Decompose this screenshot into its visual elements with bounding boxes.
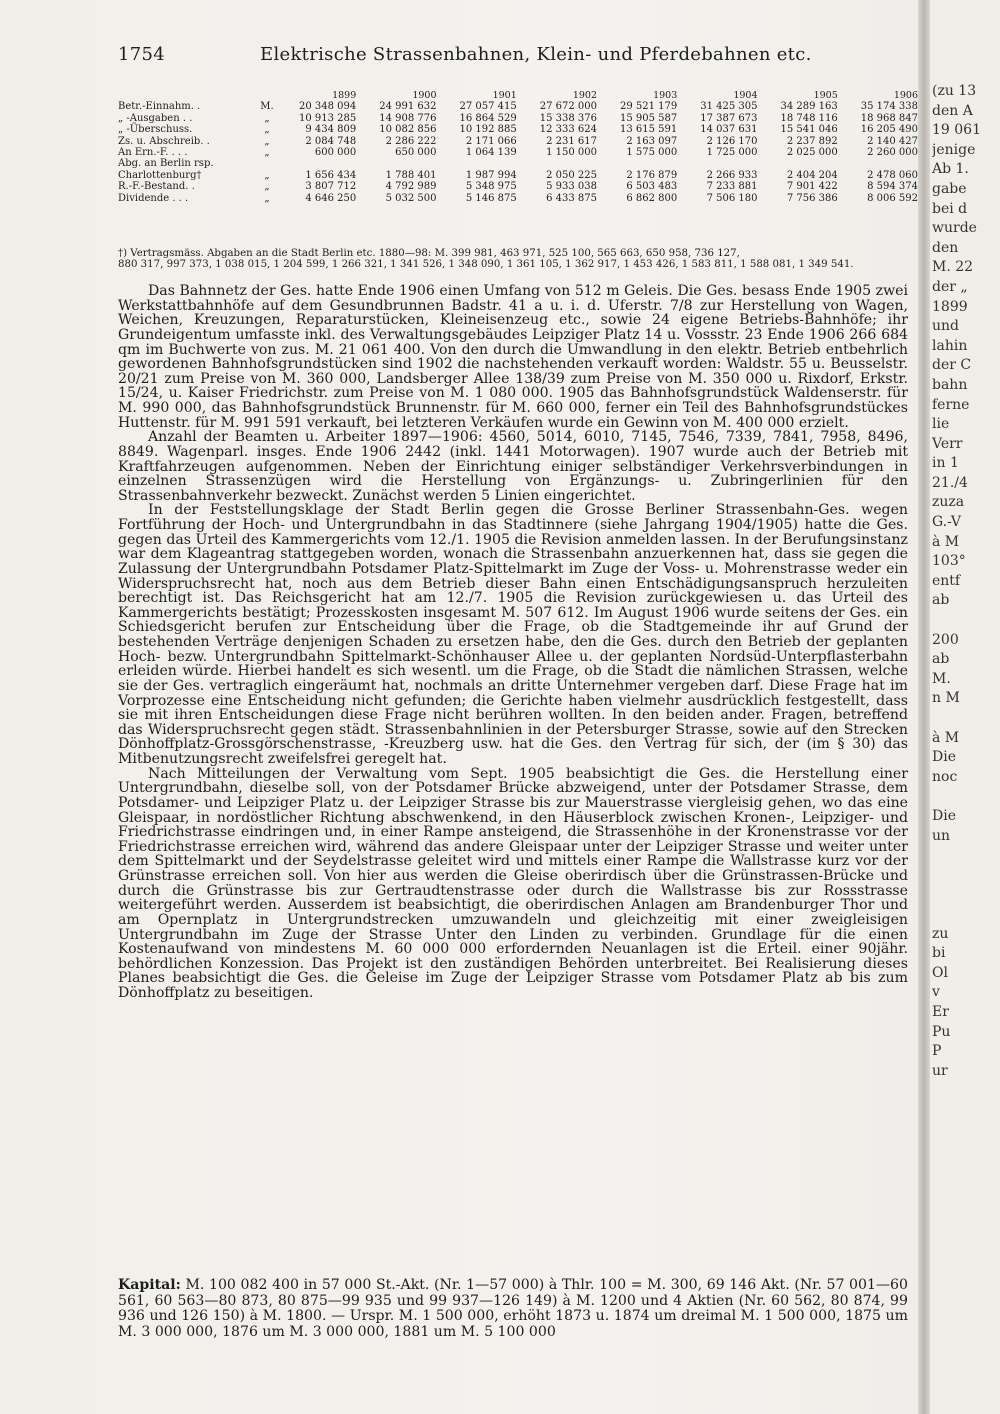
table-cell: 1 064 139	[465, 147, 517, 159]
table-cell: 2 140 427	[867, 135, 918, 147]
capital-label: Kapital:	[118, 1277, 181, 1293]
adjacent-page-line	[932, 885, 1000, 905]
table-cell: 13 615 591	[619, 124, 678, 136]
table-cell: 18 748 116	[780, 112, 838, 124]
table-cell: 7 233 881	[706, 181, 758, 193]
adjacent-page-line: M. 22	[932, 259, 974, 276]
adjacent-page-line: jenige	[932, 141, 976, 158]
currency-mark: „	[264, 124, 270, 136]
adjacent-page-line: (zu 13	[932, 83, 977, 99]
year-header: 1905	[813, 90, 838, 101]
table-cell: 27 057 415	[459, 101, 517, 113]
adjacent-page-line: und	[932, 318, 959, 335]
footnote	[118, 248, 908, 270]
adjacent-page-line	[932, 905, 1000, 925]
row-label: Abg. an Berlin rsp.	[118, 158, 214, 170]
capital-section	[118, 1278, 908, 1341]
currency-mark	[258, 158, 276, 169]
adjacent-page-line: noc	[932, 768, 958, 785]
table-cell: 1 725 000	[706, 147, 758, 159]
adjacent-page-edge	[932, 82, 1000, 1258]
adjacent-page-line: bi	[932, 945, 946, 962]
adjacent-page-line	[932, 846, 1000, 866]
paragraph-subway-plan: Nach Mitteilungen der Verwaltung vom Sept. 1905 beabsichtigt die Ges. die Herstellung einer Untergrundbahn, dieselbe soll, von der Potsdamer Brücke abzweigend, unter der Potsdamer Strasse, dem Potsdamer- und Leipziger Platz u. der Leipziger Strasse bis zur Mauerstrasse viergleisig gehen, wo das eine Gleispaar, in nordöstlicher Richtung abschwenkend, in den Häuserblock zwischen Kronen-, Leipziger- und Friedrichstrasse eindringen und, in einer Rampe ansteigend, die Strassenhöhe in der Kronenstrasse vor der Friedrichstrasse erreichen wird, während das andere Gleispaar unter der Leipziger Strasse und weiter unter dem Spittelmarkt und der Seydelstrasse geleitet wird und mittels einer Rampe die Wallstrasse kurz vor der Grünstrasse erreichen soll. Von hier aus werden die Gleise oberirdisch über die Grünstrassen-Brücke und durch die Grünstrasse bis zur Gertraudtenstrasse oder durch die Wallstrasse bis zur Rossstrasse weitergeführt werden. Ausserdem ist beabsichtigt, die oberirdischen Anlagen am Brandenburger Thor und am Opernplatz in Untergrundstrecken umzuwandeln und gleichzeitig mit einer zweigleisigen Untergrundbahn im Zuge der Strasse Unter den Linden zu verbinden. Grundlage für die einen Kostenaufwand von mindestens M. 60 000 000 erfordernden Neuanlagen ist die Erteil. einer 90jähr. behördlichen Konzession. Das Projekt ist den zuständigen Behörden unterbreitet. Bei Realisierung dieses Planes beabsichtigt die Ges. die Geleise im Zuge der Leipziger Strasse vom Potsdamer Platz ab bis zum Dönhoffplatz zu beseitigen.	[118, 765, 908, 1001]
table-cell: 24 991 632	[379, 101, 437, 113]
adjacent-page-line: 1899	[932, 298, 968, 315]
table-cell: 2 163 097	[626, 135, 678, 147]
table-row	[118, 158, 918, 169]
adjacent-page-line: bei d	[932, 200, 968, 217]
table-cell: 4 792 989	[385, 181, 437, 193]
adjacent-page-line	[932, 1140, 1000, 1160]
page-number: 1754	[118, 44, 166, 65]
table-cell: 3 807 712	[305, 181, 357, 193]
adjacent-page-line: der C	[932, 357, 972, 374]
adjacent-page-line	[932, 709, 1000, 729]
adjacent-page-line: der „	[932, 278, 968, 295]
row-label: Dividende . . .	[118, 192, 189, 204]
adjacent-page-line: wurde	[932, 220, 977, 237]
table-cell: 2 478 060	[867, 169, 918, 181]
row-label: Charlottenburg†	[118, 169, 202, 181]
table-cell: 7 901 422	[786, 181, 838, 193]
adjacent-page-line: P	[932, 1043, 942, 1060]
table-cell: 20 348 094	[298, 101, 357, 113]
table-row	[118, 170, 918, 181]
table-cell: 10 082 856	[379, 124, 437, 136]
table-cell: 2 231 617	[546, 135, 597, 147]
year-header: 1902	[572, 90, 597, 101]
table-cell: 2 126 170	[706, 135, 758, 147]
table-cell: 1 575 000	[626, 147, 678, 159]
row-label: R.-F.-Bestand. .	[118, 181, 195, 193]
table-cell: 1 656 434	[305, 169, 357, 181]
adjacent-page-line: Pu	[932, 1023, 951, 1040]
adjacent-page-line: à M	[932, 729, 960, 746]
table-cell	[517, 158, 597, 169]
table-cell: 8 594 374	[867, 181, 918, 193]
adjacent-page-line	[932, 1199, 1000, 1219]
year-header: 1901	[492, 90, 517, 101]
year-header: 1899	[332, 90, 357, 101]
table-cell: 600 000	[314, 147, 357, 159]
table-cell: 15 541 046	[780, 124, 838, 136]
table-cell: 2 171 066	[465, 135, 517, 147]
currency-mark: „	[264, 169, 270, 181]
running-title: Elektrische Strassenbahnen, Klein- und Pferdebahnen etc.	[260, 44, 812, 65]
table-cell	[597, 158, 677, 169]
table-cell: 2 176 879	[626, 169, 678, 181]
table-cell: 6 433 875	[546, 192, 597, 204]
table-cell: 8 006 592	[867, 192, 918, 204]
adjacent-page-line	[932, 1238, 1000, 1258]
table-cell: 12 333 624	[539, 124, 597, 136]
table-cell: 34 289 163	[780, 101, 838, 113]
adjacent-page-line: zuza	[932, 494, 965, 511]
table-cell: 6 503 483	[626, 181, 678, 193]
table-cell: 1 987 994	[465, 169, 517, 181]
paragraph-network: Das Bahnnetz der Ges. hatte Ende 1906 einen Umfang von 512 m Geleis. Die Ges. besass Ende 1905 zwei Werkstattbahnhöfe auf dem Gesundbrunnen Badstr. 41 a u. i. d. Uferstr. 7/8 zur Herstellung von Wagen, Weichen, Kreuzungen, Reparaturstücken, Kleineisenzeug etc., sowie 24 eigene Betriebs-Bahnhöfe; ihr Grundeigentum umfasste inkl. des Verwaltungsgebäudes Leipziger Platz 14 u. Vossstr. 23 Ende 1906 266 684 qm im Buchwerte von zus. M. 21 061 400. Von den durch die Umwandlung in den elektr. Betrieb entbehrlich gewordenen Bahnhofsgrundstücken sind 1902 die nachstehenden verkauft worden: Waldstr. 55 u. Beusselstr. 20/21 zum Preise von M. 360 000, Landsberger Allee 138/39 zum Preise von M. 350 000 u. Rixdorf, Erkstr. 15/24, u. Kaiser Friedrichstr. zum Preise von M. 1 080 000. 1905 das Bahnhofsgrundstück Waldenserstr. für M. 990 000, das Bahnhofsgrundstück Brunnenstr. für M. 660 000, ferner ein Teil des Bahnhofsgrundstückes Huttenstr. für M. 991 591 verkauft, bei letzteren Verkäufen wurde ein Gewinn von M. 400 000 erzielt.	[118, 283, 908, 431]
table-cell: 7 506 180	[706, 192, 758, 204]
book-gutter	[918, 0, 930, 1414]
adjacent-page-line	[932, 1101, 1000, 1121]
adjacent-page-line: den A	[932, 102, 973, 119]
table-cell: 5 032 500	[385, 192, 437, 204]
adjacent-page-line: ab	[932, 651, 950, 668]
currency-mark: „	[264, 181, 270, 193]
paragraph-lawsuit: In der Feststellungsklage der Stadt Berlin gegen die Grosse Berliner Strassenbahn-Ges. wegen Fortführung der Hoch- und Untergrundbahn in das Stadtinnere (siehe Jahrgang 1904/1905) hatte die Ges. gegen das Urteil des Kammergerichts vom 12./1. 1905 die Revision anmelden lassen. In der Berufungsinstanz war dem Klageantrag stattgegeben worden, wonach die Strassenbahn anzuerkennen hat, dass sie gegen die Zulassung der Untergrundbahn Potsdamer Platz-Spittelmarkt im Zuge der Voss- u. Mohrenstrasse weder ein Widerspruchsrecht hat, noch aus dem Betrieb dieser Bahn einen Entschädigungsanspruch herzuleiten berechtigt ist. Das Reichsgericht hat am 12./7. 1905 die Revision zurückgewiesen u. das Urteil des Kammergerichts bestätigt; Prozesskosten insgesamt M. 507 612. Im August 1906 wurde seitens der Ges. ein Schiedsgericht berufen zur Entscheidung über die Frage, ob die Stadtgemeinde ihr auf Grund der bestehenden Verträge denjenigen Schaden zu ersetzen habe, den die Ges. durch den Betrieb der geplanten Hoch- bezw. Untergrundbahn Spittelmarkt-Schönhauser Allee u. der geplanten Nordsüd-Unterpflasterbahn erleiden würde. Hierbei handelt es sich wesentl. um die Frage, ob die Stadt die nämlichen Strassen, welche sie der Ges. vertraglich eingeräumt hat, nochmals an dritte Unternehmer vergeben darf. Diese Frage hat im Vorprozesse eine Entscheidung nicht gefunden; die Gerichte haben vielmehr ausdrücklich festgestellt, dass sie mit ihren Entscheidungen diese Frage nicht berühren wollten. In den beiden ander. Fragen, betreffend das Widerspruchsrecht gegen städt. Strassenbahnlinien in der Petersburger Strasse, sowie auf den Strecken Dönhoffplatz-Grossgörschenstrasse, -Kreuzberg usw. hat die Ges. den Vertrag für sich, der (im § 30) das Mitbenutzungsrecht zweifelsfrei geregelt hat.	[118, 502, 908, 767]
adjacent-page-line: zu	[932, 925, 949, 942]
adjacent-page-line	[932, 1160, 1000, 1180]
currency-mark: „	[264, 147, 270, 159]
table-cell: 5 933 038	[546, 181, 597, 193]
table-cell: 17 387 673	[700, 112, 758, 124]
adjacent-page-line: Die	[932, 807, 956, 824]
table-row	[118, 193, 918, 204]
adjacent-page-line	[932, 1120, 1000, 1140]
adjacent-page-line	[932, 1179, 1000, 1199]
adjacent-page-line: à M	[932, 533, 960, 550]
adjacent-page-line: v	[932, 984, 940, 1001]
table-cell: 4 646 250	[305, 192, 357, 204]
adjacent-page-line: Ol	[932, 964, 948, 981]
table-cell: 29 521 179	[619, 101, 678, 113]
table-cell: 18 968 847	[860, 112, 918, 124]
adjacent-page-line: Er	[932, 1003, 949, 1020]
adjacent-page-line: 200	[932, 631, 959, 648]
table-cell: 2 084 748	[305, 135, 357, 147]
adjacent-page-line: lahin	[932, 337, 968, 354]
table-row	[118, 124, 918, 135]
table-cell	[838, 158, 918, 169]
table-cell	[677, 158, 757, 169]
table-cell: 10 192 885	[459, 124, 517, 136]
adjacent-page-line: gabe	[932, 180, 967, 197]
year-header: 1903	[653, 90, 678, 101]
year-header: 1906	[893, 90, 918, 101]
row-label: Zs. u. Abschreib. .	[118, 135, 210, 147]
table-cell: 2 404 204	[786, 169, 838, 181]
table-cell	[437, 158, 517, 169]
table-cell: 35 174 338	[860, 101, 918, 113]
page-header	[118, 44, 908, 72]
table-cell: 1 788 401	[385, 169, 437, 181]
table-cell: 7 756 386	[786, 192, 838, 204]
adjacent-page-line: ab	[932, 592, 950, 609]
table-cell: 16 205 490	[860, 124, 918, 136]
adjacent-page-line: n M	[932, 690, 960, 707]
adjacent-page-line: bahn	[932, 376, 968, 393]
row-label: „ -Ausgaben . .	[118, 112, 193, 124]
table-cell: 14 037 631	[700, 124, 758, 136]
currency-mark: „	[264, 112, 270, 124]
capital-text: M. 100 082 400 in 57 000 St.-Akt. (Nr. 1—57 000) à Thlr. 100 = M. 300, 69 146 Akt. (Nr. 57 001—60 561, 60 563—80 873, 80 875—99 935 und 99 937—126 149) à M. 1200 und 4 Aktien (Nr. 60 562, 80 874, 99 936 und 126 150) à M. 1800. — Urspr. M. 1 500 000, erhöht 1873 u. 1874 um dreimal M. 1 500 000, 1875 um M. 3 000 000, 1876 um M. 3 000 000, 1881 um M. 5 100 000	[118, 1277, 908, 1341]
table-cell: 2 266 933	[706, 169, 758, 181]
table-row	[118, 136, 918, 147]
table-cell: 650 000	[395, 147, 437, 159]
adjacent-page-line	[932, 611, 1000, 631]
table-cell: 14 908 776	[379, 112, 437, 124]
adjacent-page-line: Verr	[932, 435, 963, 452]
currency-mark: „	[264, 135, 270, 147]
table-cell	[758, 158, 838, 169]
table-cell	[276, 158, 356, 169]
year-header: 1904	[733, 90, 758, 101]
adjacent-page-line: 103°	[932, 553, 966, 570]
table-cell: 15 905 587	[619, 112, 678, 124]
adjacent-page-line: 21./4	[932, 474, 968, 491]
currency-mark: M.	[260, 101, 274, 113]
table-cell: 27 672 000	[539, 101, 597, 113]
paragraph-staff: Anzahl der Beamten u. Arbeiter 1897—1906: 4560, 5014, 6010, 7145, 7546, 7339, 7841, 7958, 8496, 8849. Wagenparl. insges. Ende 1906 2442 (inkl. 1441 Motorwagen). 1907 wurde auch der Betrieb mit Kraftfahrzeugen aufgenommen. Neben der Einrichtung einiger selbständiger Verkehrsverbindungen in einzelnen Strassenzügen wird die Herstellung von Ergänzungs- u. Zubringerlinien für den Strassenbahnverkehr bezweckt. Zunächst werden 5 Linien eingerichtet.	[118, 429, 908, 504]
table-row	[118, 181, 918, 192]
row-label: An Ern.-F. . . .	[118, 147, 188, 159]
adjacent-page-line	[932, 1218, 1000, 1238]
adjacent-page-line	[932, 1081, 1000, 1101]
table-cell: 5 348 975	[465, 181, 517, 193]
table-cell: 15 338 376	[539, 112, 597, 124]
adjacent-page-line: Ab 1.	[932, 161, 969, 178]
currency-mark: „	[264, 192, 270, 204]
adjacent-page-line	[932, 866, 1000, 886]
table-row	[118, 101, 918, 112]
table-row	[118, 147, 918, 158]
table-header-row	[118, 90, 918, 101]
table-cell: 2 260 000	[867, 147, 918, 159]
adjacent-page-line: un	[932, 827, 951, 844]
table-cell: 2 237 892	[786, 135, 838, 147]
adjacent-page-line: in 1	[932, 455, 959, 472]
footnote-line: 880 317, 997 373, 1 038 015, 1 204 599, 1 266 321, 1 341 526, 1 348 090, 1 361 105, 1 362 917, 1 453 426, 1 583 811, 1 588 081, 1 349 541.	[118, 259, 854, 270]
footnote-line: †) Vertragsmäss. Abgaben an die Stadt Berlin etc. 1880—98: M. 399 981, 463 971, 525 100, 565 663, 650 958, 736 127,	[118, 248, 740, 259]
adjacent-page-line: G.-V	[932, 514, 961, 531]
table-cell: 31 425 305	[700, 101, 758, 113]
adjacent-page-line: den	[932, 239, 959, 256]
table-cell: 6 862 800	[626, 192, 678, 204]
adjacent-page-line: M.	[932, 670, 951, 687]
adjacent-page-line: lie	[932, 416, 950, 433]
adjacent-page-line: Die	[932, 749, 956, 766]
table-cell: 2 050 225	[546, 169, 597, 181]
table-cell: 9 434 809	[305, 124, 357, 136]
body-text	[118, 284, 908, 1001]
adjacent-page-line	[932, 787, 1000, 807]
table-cell: 2 286 222	[385, 135, 437, 147]
adjacent-page-line: entf	[932, 572, 961, 589]
row-label: Betr.-Einnahm. .	[118, 101, 201, 113]
table-cell	[356, 158, 436, 169]
adjacent-page-line: ferne	[932, 396, 970, 413]
table-cell: 16 864 529	[459, 112, 517, 124]
adjacent-page-line: 19 061	[932, 122, 981, 139]
table-cell: 5 146 875	[465, 192, 517, 204]
year-header: 1900	[412, 90, 437, 101]
adjacent-page-line: ur	[932, 1062, 948, 1079]
table-row	[118, 113, 918, 124]
table-cell: 1 150 000	[546, 147, 597, 159]
table-cell: 2 025 000	[786, 147, 838, 159]
table-cell: 10 913 285	[298, 112, 357, 124]
financial-table	[118, 90, 918, 204]
row-label: „ -Überschuss.	[118, 124, 193, 136]
